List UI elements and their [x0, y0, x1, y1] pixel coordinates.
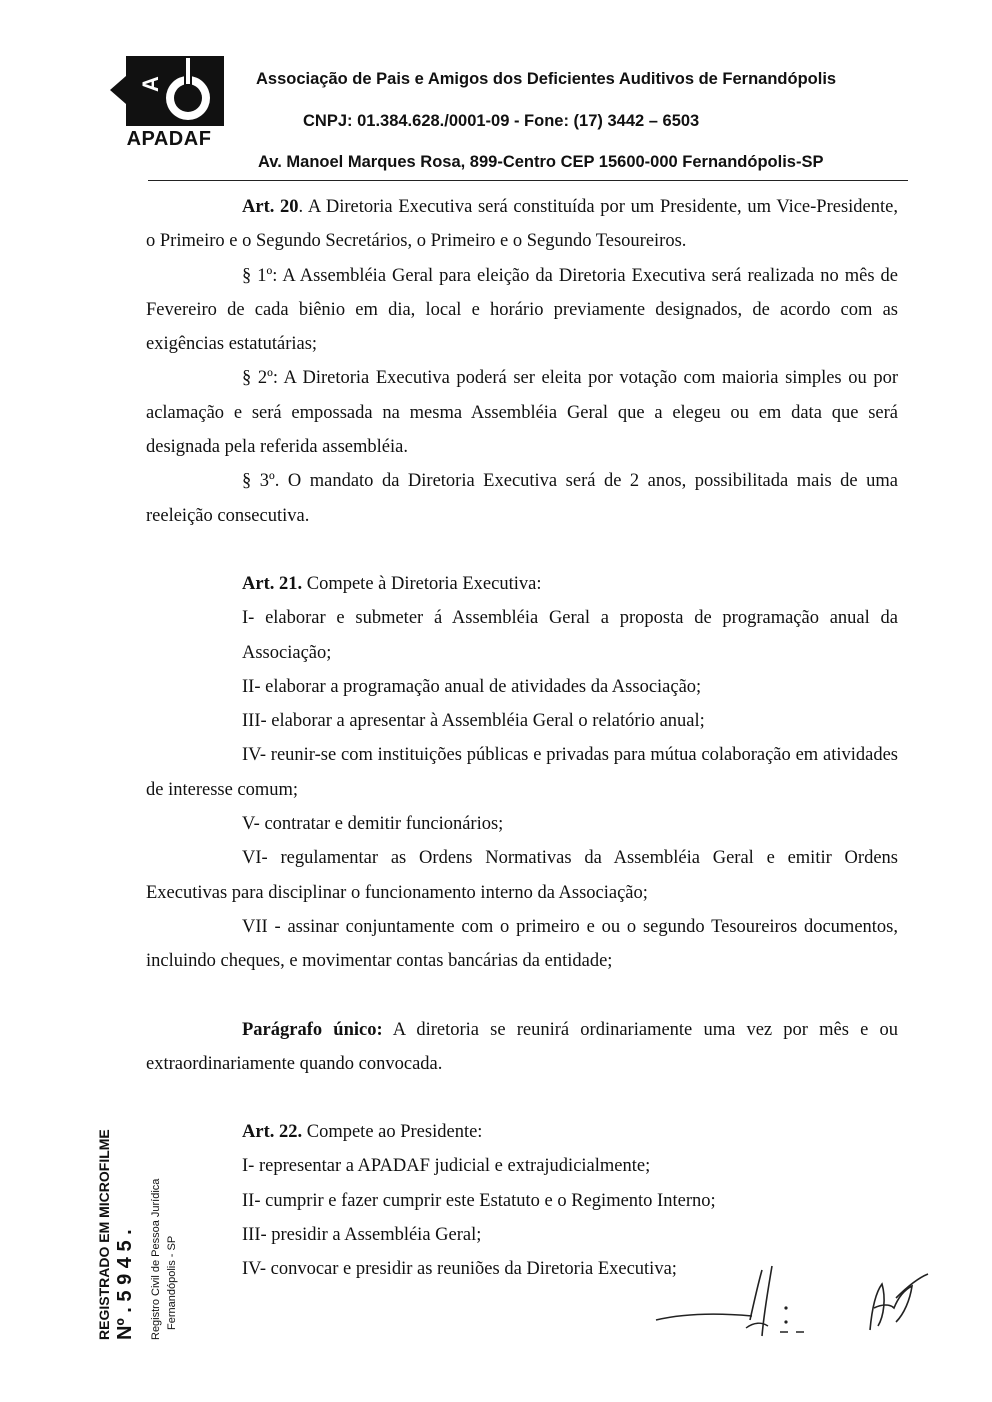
art21-heading	[146, 567, 898, 601]
art22-item: II- cumprir e fazer cumprir este Estatuto e o Regimento Interno;	[242, 1190, 716, 1211]
microfilm-stamp-title: REGISTRADO EM MICROFILME	[96, 1129, 112, 1340]
art20-sec3: § 3º. O mandato da Diretoria Executiva será de 2 anos, possibilitada mais de uma reeleição consecutiva.	[146, 471, 898, 526]
art22-item: IV- convocar e presidir as reuniões da Diretoria Executiva;	[242, 1259, 677, 1280]
document-body	[146, 190, 898, 1287]
art20-label: Art. 20	[242, 197, 299, 217]
art22-heading	[146, 1115, 898, 1149]
art20-sec2: § 2º: A Diretoria Executiva poderá ser eleita por votação com maioria simples ou por aclamação e será empossada na mesma Assembléia Geral que a elegeu ou em data que será designada pela referida assembléia.	[146, 368, 898, 458]
art21-item: III- elaborar a apresentar à Assembléia Geral o relatório anual;	[242, 711, 705, 732]
art21-sole-paragraph	[146, 1013, 898, 1082]
art21-item: V- contratar e demitir funcionários;	[242, 814, 504, 835]
logo-text: APADAF	[126, 128, 212, 150]
sole-paragraph-label: Parágrafo único:	[242, 1019, 383, 1040]
art21-item: VI- regulamentar as Ordens Normativas da Assembléia Geral e emitir Ordens Executivas para disciplinar o funcionamento interno da Associação;	[146, 848, 898, 903]
microfilm-stamp-number: Nº . 5 9 4 5 .	[114, 1229, 136, 1340]
header-divider	[148, 180, 908, 181]
art21-item: VII - assinar conjuntamente com o primeiro e ou o segundo Tesoureiros documentos, incluindo cheques, e movimentar contas bancárias da entidade;	[146, 916, 898, 972]
art21-label: Art. 21.	[242, 573, 303, 594]
art21-text: Compete à Diretoria Executiva:	[302, 573, 542, 594]
initials-signature-icon	[852, 1268, 932, 1338]
art20-paragraph	[146, 190, 898, 259]
microfilm-stamp-registry: Registro Civil de Pessoa Jurídica	[150, 1178, 162, 1340]
art22-text: Compete ao Presidente:	[302, 1122, 483, 1143]
art21-item: II- elaborar a programação anual de atividades da Associação;	[242, 676, 702, 697]
art20-sec1: § 1º: A Assembléia Geral para eleição da Diretoria Executiva será realizada no mês de Fevereiro de cada biênio em dia, local e horário previamente designados, de acordo com as exigências estatutárias;	[146, 265, 898, 355]
microfilm-stamp-city: Fernandópolis - SP	[166, 1235, 178, 1330]
sole-paragraph-text: A diretoria se reunirá ordinariamente uma vez por mês e ou extraordinariamente quando convocada.	[146, 1019, 898, 1074]
art22-item: I- representar a APADAF judicial e extrajudicialmente;	[242, 1156, 651, 1177]
art20-text: . A Diretoria Executiva será constituída por um Presidente, um Vice-Presidente, o Primeiro e o Segundo Secretários, o Primeiro e o Segundo Tesoureiros.	[146, 197, 898, 252]
art21-item: IV- reunir-se com instituições públicas e privadas para mútua colaboração em atividades de interesse comum;	[146, 745, 898, 800]
address: Av. Manoel Marques Rosa, 899-Centro CEP 15600-000 Fernandópolis-SP	[258, 153, 824, 171]
signature-icon	[650, 1262, 830, 1342]
art22-item: III- presidir a Assembléia Geral;	[242, 1225, 482, 1246]
art21-item: I- elaborar e submeter á Assembléia Geral a proposta de programação anual da Associação;	[242, 608, 898, 663]
organization-name: Associação de Pais e Amigos dos Deficientes Auditivos de Fernandópolis	[256, 70, 837, 88]
art22-label: Art. 22.	[242, 1122, 303, 1143]
cnpj-phone: CNPJ: 01.384.628./0001-09 - Fone: (17) 3442 – 6503	[303, 112, 700, 130]
svg-text:A: A	[138, 76, 163, 92]
